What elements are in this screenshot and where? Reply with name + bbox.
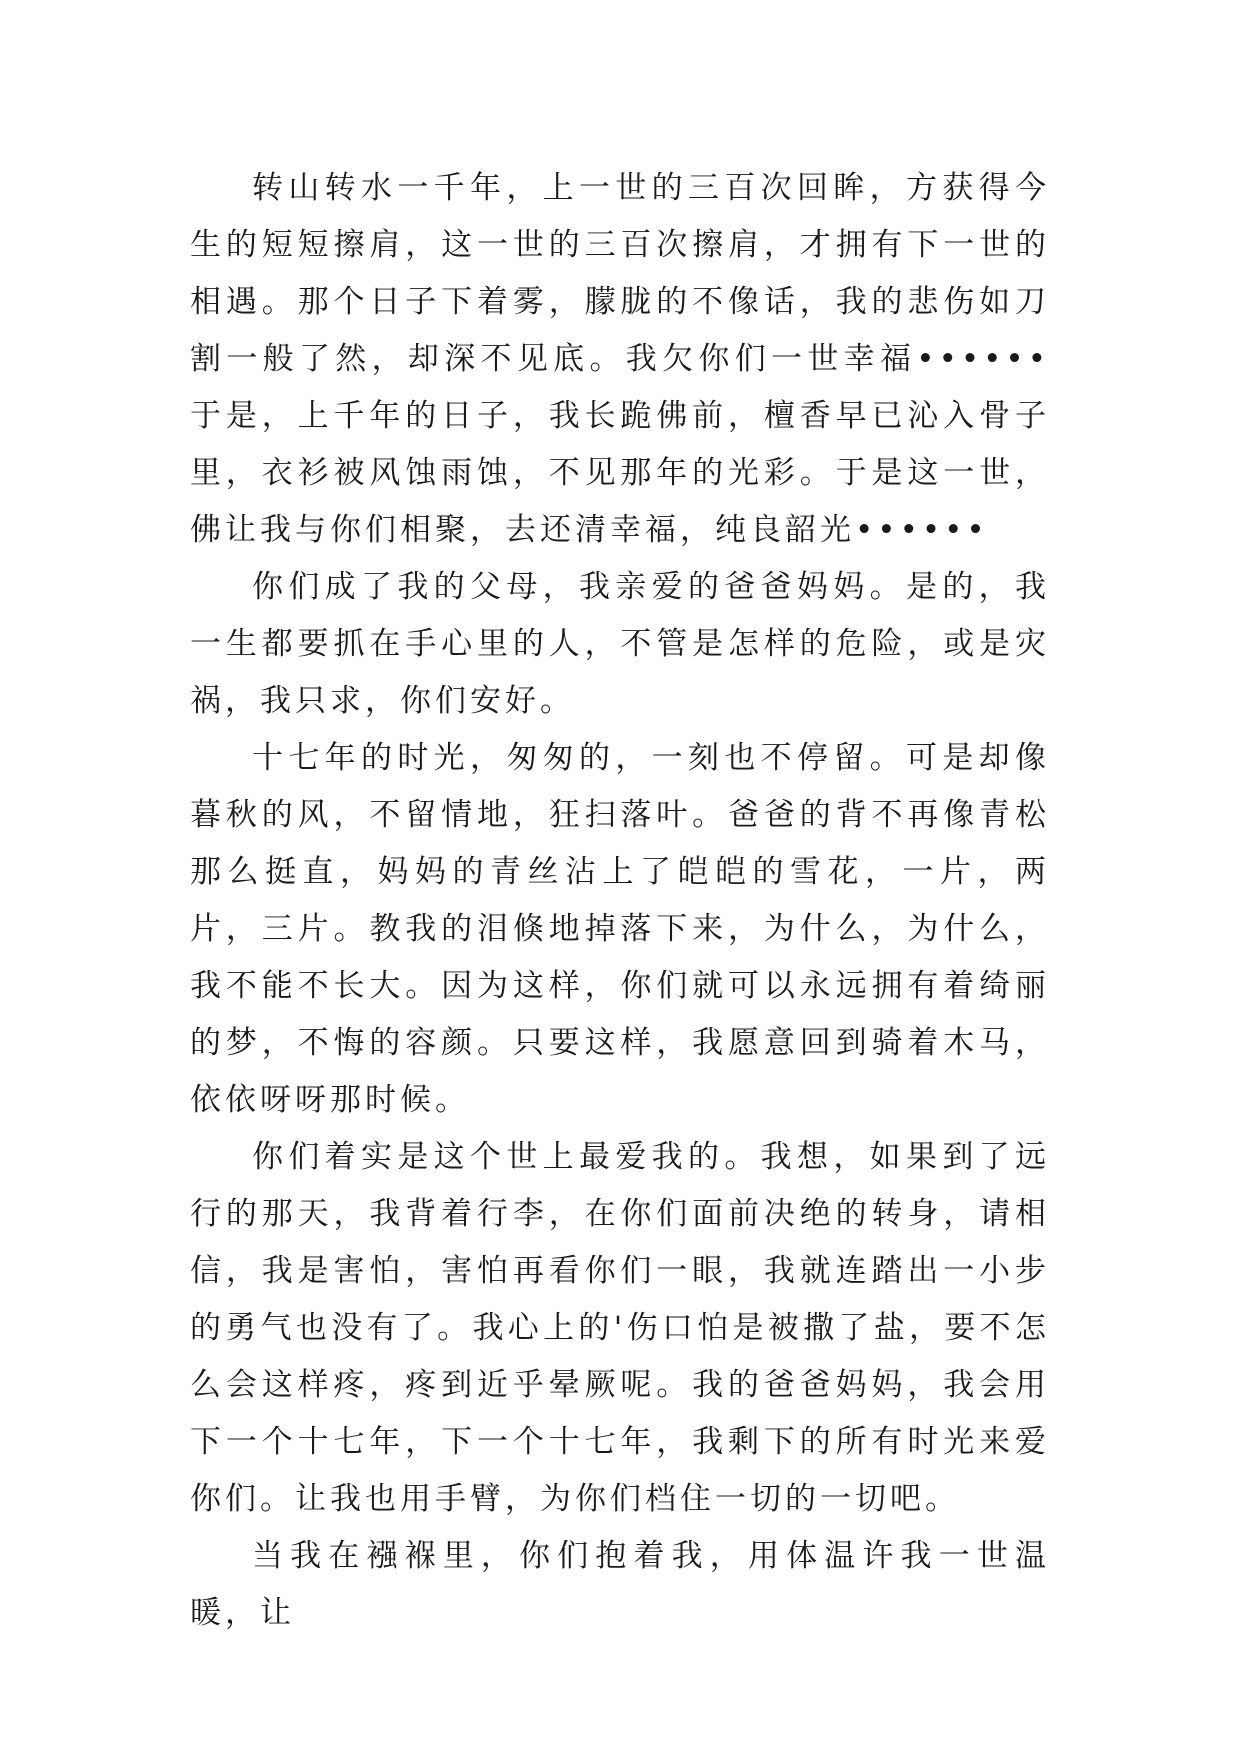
document-body (190, 160, 1050, 1642)
paragraph-2: 你们成了我的父母，我亲爱的爸爸妈妈。是的，我一生都要抓在手心里的人，不管是怎样的危险，或是灾祸，我只求，你们安好。 (190, 569, 1050, 719)
paragraph-4: 你们着实是这个世上最爱我的。我想，如果到了远行的那天，我背着行李，在你们面前决绝的转身，请相信，我是害怕，害怕再看你们一眼，我就连踏出一小步的勇气也没有了。我心上的'伤口怕是被撒了盐，要不怎么会这样疼，疼到近乎晕厥呢。我的爸爸妈妈，我会用下一个十七年，下一个十七年，我剩下的所有时光来爱你们。让我也用手臂，为你们档住一切的一切吧。 (190, 1139, 1050, 1517)
paragraph-3: 十七年的时光，匆匆的，一刻也不停留。可是却像暮秋的风，不留情地，狂扫落叶。爸爸的背不再像青松那么挺直，妈妈的青丝沾上了皑皑的雪花，一片，两片，三片。教我的泪倏地掉落下来，为什么，为什么，我不能不长大。因为这样，你们就可以永远拥有着绮丽的梦，不悔的容颜。只要这样，我愿意回到骑着木马，依依呀呀那时候。 (190, 740, 1050, 1118)
paragraph-5: 当我在襁褓里，你们抱着我，用体温许我一世温暖，让 (190, 1538, 1050, 1631)
paragraph-1: 转山转水一千年，上一世的三百次回眸，方获得今生的短短擦肩，这一世的三百次擦肩，才拥有下一世的相遇。那个日子下着雾，朦胧的不像话，我的悲伤如刀割一般了然，却深不见底。我欠你们一世幸福••••••于是，上千年的日子，我长跪佛前，檀香早已沁入骨子里，衣衫被风蚀雨蚀，不见那年的光彩。于是这一世，佛让我与你们相聚，去还清幸福，纯良韶光•••••• (190, 170, 1050, 548)
